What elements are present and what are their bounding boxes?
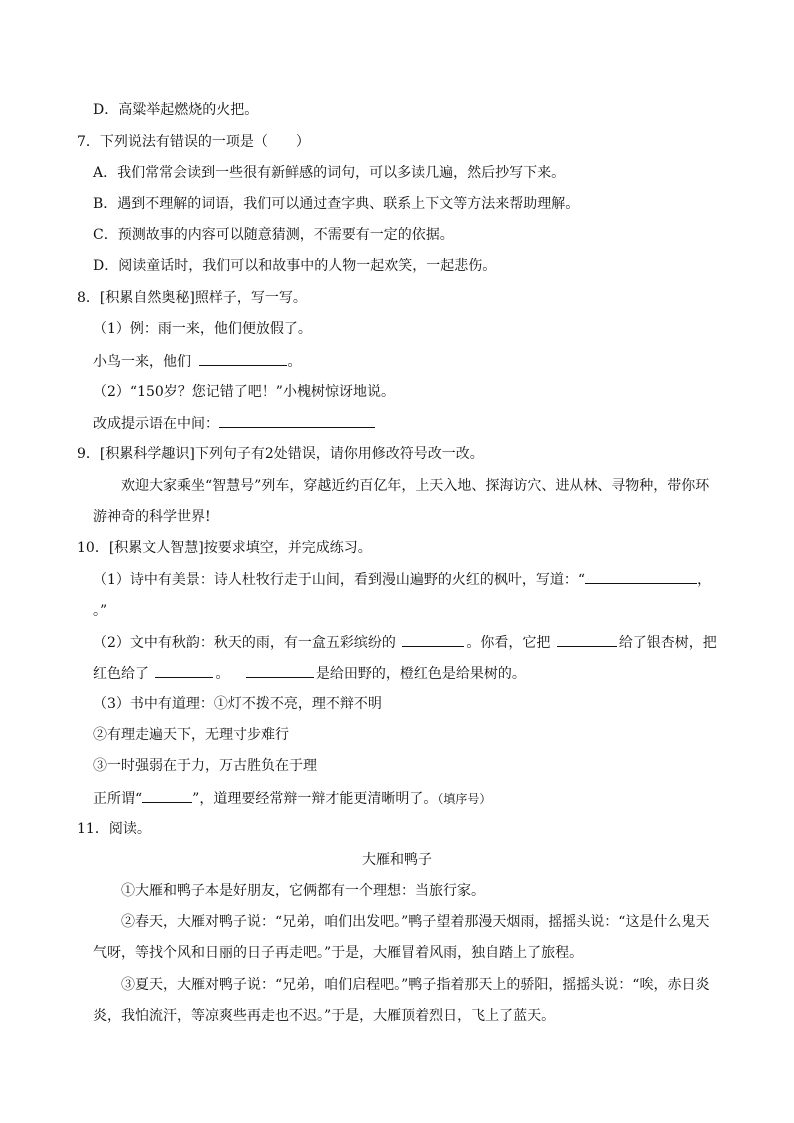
q10-part2-text-d: 红色给了: [93, 666, 149, 682]
q10-part1-comma: ，: [697, 572, 712, 588]
q10-part3-text-a: 正所谓“: [93, 791, 143, 807]
q10-part2-line2: [93, 663, 526, 684]
q10-part3-item2: ②有理走遍天下，无理寸步难行: [93, 727, 289, 743]
q10-part3-item3: ③一时强弱在于力，万古胜负在于理: [93, 758, 317, 774]
q8-part1-example: （1）例：雨一来，他们便放假了。: [93, 321, 312, 337]
q10-part3-head: （3）书中有道理：①灯不拨不亮，理不辩不明: [93, 696, 382, 712]
q11-stem: 11．阅读。: [77, 821, 151, 837]
q7-option-a: A．我们常常会读到一些很有新鲜感的词句，可以多读几遍，然后抄写下来。: [93, 165, 566, 181]
passage-para3-line1: ③夏天，大雁对鸭子说：“兄弟，咱们启程吧。”鸭子指着那天上的骄阳，摇摇头说：“唉，赤日炎: [121, 977, 710, 993]
q7-option-c: C．预测故事的内容可以随意猜测，不需要有一定的依据。: [93, 227, 454, 243]
passage-para2-line2: 气呀，等找个风和日丽的日子再走吧。”于是，大雁冒着风雨，独自踏上了旅程。: [93, 945, 584, 961]
q10-part2-text-c: 给了银杏树，把: [618, 635, 717, 651]
q7-option-d: D．阅读童话时，我们可以和故事中的人物一起欢笑，一起悲伤。: [93, 258, 497, 274]
q7-stem: 7．下列说法有错误的一项是（ ）: [77, 134, 310, 150]
q8-part1-prompt: 小鸟一来，他们: [93, 354, 191, 370]
q10-part3-blank[interactable]: [142, 788, 192, 803]
q10-part1-close: 。”: [93, 603, 108, 619]
q10-part2-blank4[interactable]: [246, 663, 314, 678]
q10-part2-text-a: （2）文中有秋韵：秋天的雨，有一盒五彩缤纷的: [93, 635, 396, 651]
q10-part1-text: （1）诗中有美景：诗人杜牧行走于山间，看到漫山遍野的火红的枫叶，写道：“: [93, 572, 586, 588]
q8-part1-end: 。: [287, 354, 302, 370]
q8-part2-blank[interactable]: [219, 413, 375, 428]
q10-part1-blank1[interactable]: [585, 569, 697, 584]
q9-passage-line2: 游神奇的科学世界!: [93, 509, 211, 525]
q10-part1-line: [93, 569, 711, 590]
q10-stem: 10．[积累文人智慧]按要求填空，并完成练习。: [77, 540, 372, 556]
passage-para3-line2: 炎，我怕流汗，等凉爽些再走也不迟。”于是，大雁顶着烈日，飞上了蓝天。: [93, 1008, 556, 1024]
q10-part3-text-b: ”，道理要经常辩一辩才能更清晰明了。: [192, 791, 438, 807]
q10-part2-blank1[interactable]: [402, 632, 464, 647]
q10-part2-line: [93, 632, 717, 653]
q8-part1-blank[interactable]: [199, 351, 287, 366]
q9-passage-line1: 欢迎大家乘坐“智慧号”列车，穿越近约百亿年，上天入地、探海访穴、进从林、寻物种，带你环: [121, 478, 710, 494]
q6-option-d: D．高粱举起燃烧的火把。: [93, 102, 259, 118]
q8-part1-answer-line: [93, 351, 301, 372]
q10-part3-answer-line: [93, 788, 491, 809]
q10-part1-line2: [93, 600, 107, 621]
q7-option-b: B．遇到不理解的词语，我们可以通过查字典、联系上下文等方法来帮助理解。: [93, 196, 580, 212]
q8-part2-sentence: （2）“150岁？您记错了吧！”小槐树惊讶地说。: [93, 384, 395, 400]
q10-part2-text-f: 是给田野的，橙红色是给果树的。: [315, 666, 526, 682]
q10-part2-text-e: 。: [215, 666, 230, 682]
passage-title: 大雁和鸭子: [362, 852, 432, 868]
passage-para1: ①大雁和鸭子本是好朋友，它俩都有一个理想：当旅行家。: [121, 883, 485, 899]
passage-para2-line1: ②春天，大雁对鸭子说：“兄弟，咱们出发吧。”鸭子望着那漫天烟雨，摇摇头说：“这是什么鬼天: [121, 914, 710, 930]
q10-part3-hint: （填序号）: [437, 792, 492, 806]
q10-part2-blank3[interactable]: [155, 663, 213, 678]
q9-stem: 9．[积累科学趣识]下列句子有2处错误，请你用修改符号改一改。: [77, 446, 484, 462]
q10-part2-text-b: 。你看，它把: [466, 635, 551, 651]
q10-part2-blank2[interactable]: [557, 632, 617, 647]
q8-part2-answer-line: [93, 413, 375, 434]
q8-stem: 8．[积累自然奥秘]照样子，写一写。: [77, 290, 307, 306]
q8-part2-prompt: 改成提示语在中间：: [93, 416, 219, 432]
